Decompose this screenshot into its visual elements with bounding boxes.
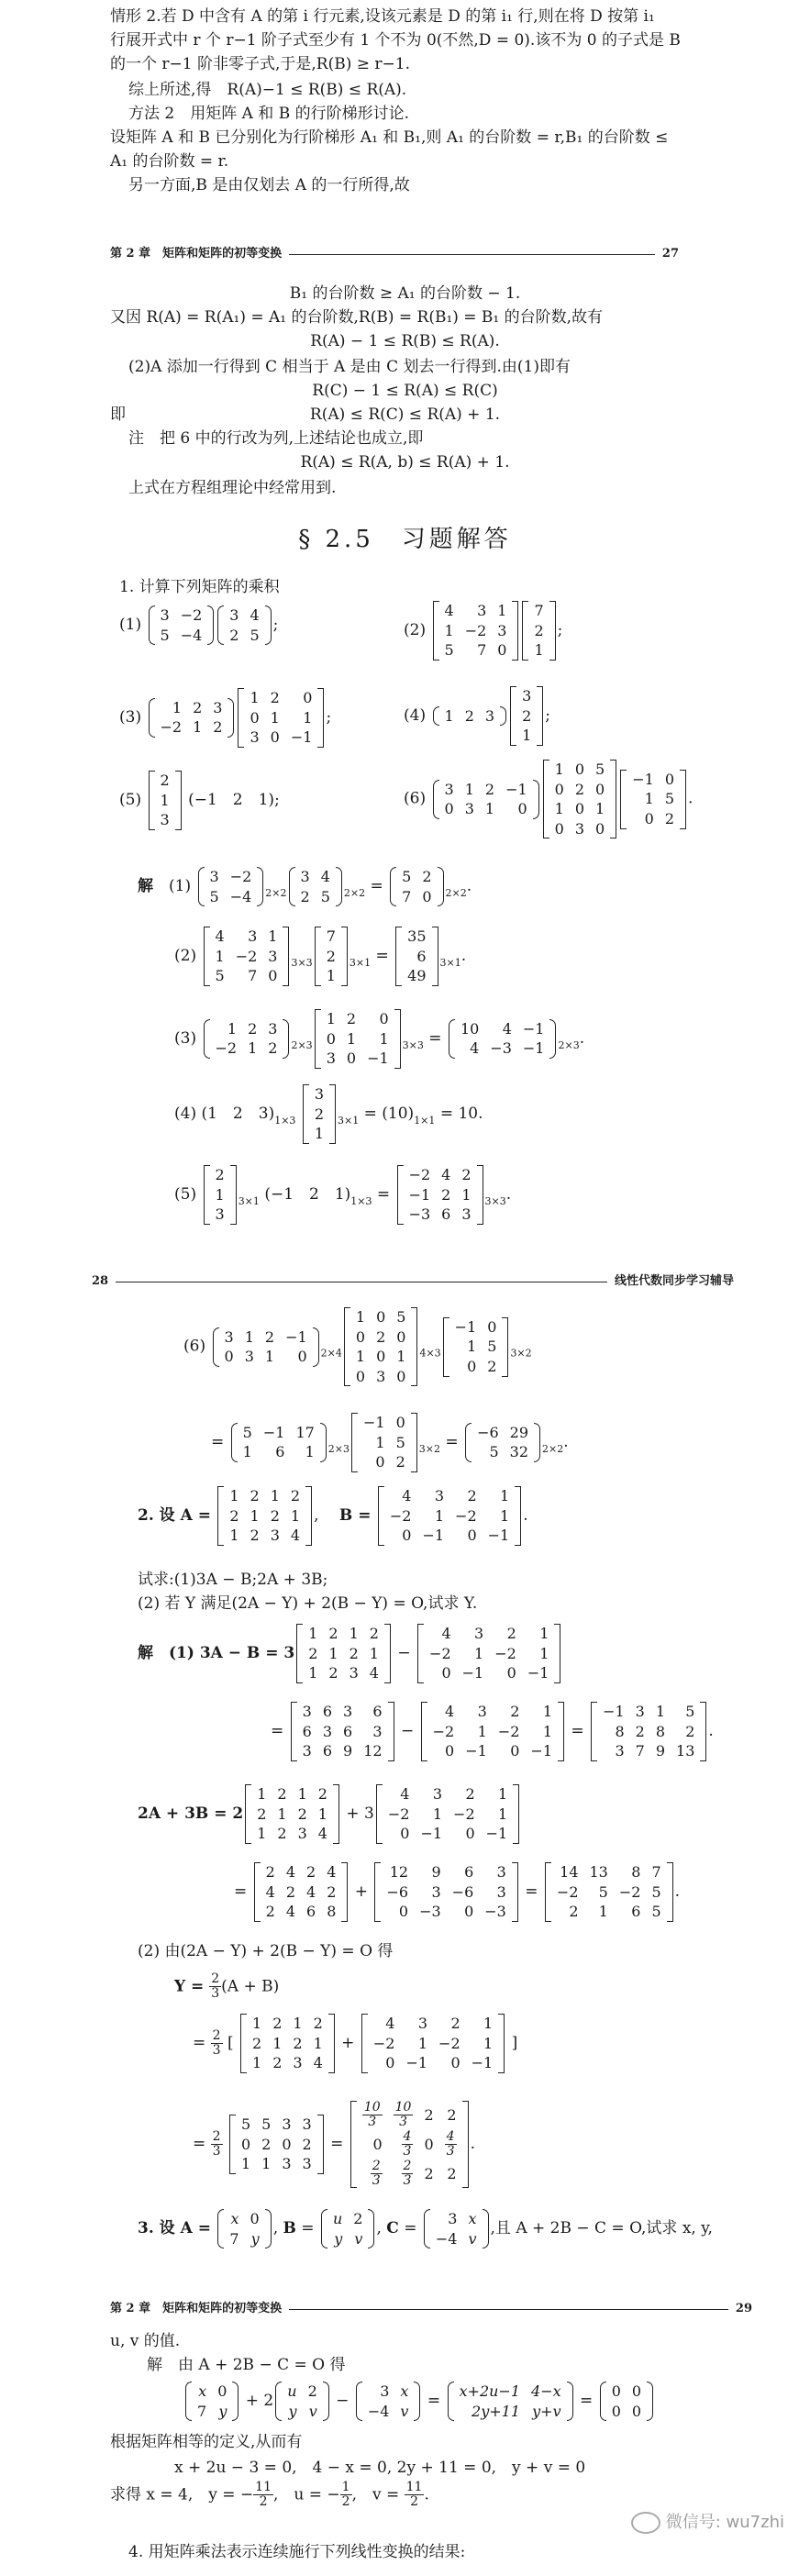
text-line: 另一方面,B 是由仅划去 A 的一行所得,故 bbox=[128, 176, 410, 194]
chapter-title: 第 2 章 矩阵和矩阵的初等变换 bbox=[110, 2302, 283, 2315]
problem-label: (3) bbox=[119, 707, 142, 727]
solution-y-1: = $\frac{2}{3}$ [ 1 2 1 2 2 1 2 1 1 2 3 4 + 4 3 2 1 −2 1 −2 1 0 −1 0 −1 ] bbox=[193, 2015, 518, 2072]
problem-label: (6) bbox=[183, 1337, 206, 1356]
text-line: 注 把 6 中的行改为列,上述结论也成立,即 bbox=[128, 429, 424, 448]
problem-label: (5) bbox=[174, 1184, 197, 1204]
page-header bbox=[92, 1273, 734, 1291]
problem-1: (1) 3 −2 5 −4 3 4 2 5 ; bbox=[119, 606, 279, 644]
page-header bbox=[110, 2301, 752, 2318]
result-line: 求得 x = 4, y = − $\frac{11}{2}$ , u = − $\frac{1}{2}$ , v = $\frac{11}{2}$ . bbox=[110, 2480, 429, 2510]
text-line: A₁ 的台阶数 = r. bbox=[110, 152, 229, 171]
text-line: (2)A 添加一行得到 C 相当于 A 是由 C 划去一行得到.由(1)即有 bbox=[128, 358, 571, 376]
question-3: 3. 设 A = x 0 7 y , B = u 2 y v , C = 3 x −4 v ,且 A + 2B − C = O,试求 x, y, bbox=[138, 2210, 713, 2248]
text-line: 综上所述,得 R(A)−1 ≤ R(B) ≤ R(A). bbox=[128, 81, 407, 99]
result: = 10. bbox=[439, 1104, 483, 1123]
solution-3: (3) 1 2 3 −2 1 2 $_{2\times 3}$ 1 2 0 0 1 1 3 0 −1 $_{3\times 3}$ = 10 4 −1 4 −3 −1 $_{2\times 3}$. bbox=[174, 1010, 585, 1068]
question-title: 2. 设 A = bbox=[138, 1505, 211, 1525]
row-vector: (−1 2 1) bbox=[264, 1184, 351, 1204]
page-number: 28 bbox=[92, 1274, 109, 1288]
chapter-title: 第 2 章 矩阵和矩阵的初等变换 bbox=[110, 247, 283, 261]
problem-label: (3) bbox=[174, 1028, 197, 1048]
solution-6: (6) 3 1 2 −1 0 3 1 0 $_{2\times 4}$ 1 0 5 0 2 0 1 0 1 0 3 0 $_{4\times 3}$ −1 0 1 5 0 2 $_{3\times 2}$ bbox=[183, 1308, 532, 1385]
equation: x + 2u − 3 = 0, 4 − x = 0, 2y + 11 = 0, y + v = 0 bbox=[174, 2459, 586, 2477]
problem-label: (4) bbox=[404, 705, 427, 725]
solution-q2-1-b: = 3 6 3 6 6 3 6 3 3 6 9 12 − 4 3 2 1 −2 1 −2 1 0 −1 0 −1 = −1 3 1 5 8 2 8 2 3 7 9 13 . bbox=[271, 1703, 714, 1760]
solution-q2-2-b: = 2 4 2 4 4 2 4 2 2 4 6 8 + 12 9 6 3 −6 3 −6 3 0 −3 0 −3 = 14 13 8 7 −2 5 −2 5 2 1 6 5 . bbox=[234, 1863, 681, 1921]
answer-label: 解 (1) 3A − B = 3 bbox=[138, 1643, 295, 1662]
solution-2: (2) 4 3 1 1 −2 3 5 7 0 $_{3\times 3}$ 7 2 1 $_{3\times 1}$ = 35 6 49 $_{3\times 1}$. bbox=[174, 927, 467, 985]
problem-5: (5) 2 1 3 (−1 2 1); bbox=[119, 772, 280, 829]
solution-y-2: = $\frac{2}{3}$ 5 5 3 3 0 2 0 2 1 1 3 3 = $\frac{10}{3}$ $\frac{10}{3}$ 2 2 0 $\frac{4}{3}$ 0 $\frac{4}{3}$ $\frac{2}{3}$ $\frac{2}{3}$ 2 2 . bbox=[193, 2100, 475, 2188]
equation-label: Y = bbox=[174, 1977, 210, 1996]
page-number: 29 bbox=[735, 2302, 752, 2315]
problem-2: (2) 4 3 1 1 −2 3 5 7 0 7 2 1 ; bbox=[404, 602, 563, 660]
text-line: 的一个 r−1 阶非零子式,于是,R(B) ≥ r−1. bbox=[110, 55, 411, 73]
text-line: 上式在方程组理论中经常用到. bbox=[128, 479, 337, 497]
watermark-text: 微信号: wu7zhi bbox=[665, 2512, 784, 2532]
result-text: . bbox=[424, 2485, 429, 2504]
result: = (10) bbox=[363, 1104, 415, 1123]
solution-1: 解 (1) 3 −2 5 −4 $_{2\times 2}$ 3 4 2 5 $_{2\times 2}$ = 5 2 7 0 $_{2\times 2}$. bbox=[138, 868, 472, 905]
row-vector: (4) (1 2 3) bbox=[174, 1104, 275, 1123]
text-line: 情形 2.若 D 中含有 A 的第 i 行元素,设该元素是 D 的第 i₁ 行,则在将 D 按第 i₁ bbox=[110, 7, 655, 26]
question-title: 4. 用矩阵乘法表示连续施行下列线性变换的结果: bbox=[128, 2543, 466, 2561]
text-line: 即 bbox=[110, 405, 126, 424]
solution-q2-1: 解 (1) 3A − B = 3 1 2 1 2 2 1 2 1 1 2 3 4 − 4 3 2 1 −2 1 −2 1 0 −1 0 −1 bbox=[138, 1624, 562, 1683]
problem-label: (1) bbox=[169, 877, 192, 896]
text-line: 行展开式中 r 个 r−1 阶子式至少有 1 个不为 0(不然,D = 0).该不为 0 的子式是 B bbox=[110, 31, 681, 50]
row-vector: (−1 2 1) bbox=[188, 790, 275, 809]
problem-label: (6) bbox=[404, 789, 427, 808]
solution-4: (4) (1 2 $3)_{1\times 3}$ 3 2 1 $_{3\times 1} = (10)_{1\times 1} = 10$. bbox=[174, 1085, 483, 1143]
book-title: 线性代数同步学习辅导 bbox=[614, 1274, 734, 1288]
answer-label: 解 bbox=[138, 877, 153, 896]
text-line: R(A) − 1 ≤ R(B) ≤ R(A). bbox=[310, 332, 500, 350]
question-title: 3. 设 A = bbox=[138, 2219, 211, 2238]
result-text: , v = bbox=[351, 2485, 405, 2504]
wechat-icon bbox=[631, 2512, 660, 2534]
solution-q2-2: 2A + 3B = 2 1 2 1 2 2 1 2 1 1 2 3 4 + 3 4 3 2 1 −2 1 −2 1 0 −1 0 −1 bbox=[138, 1784, 521, 1844]
result-text: , u = − bbox=[273, 2485, 340, 2504]
question-2: 2. 设 A = 1 2 1 2 2 1 2 1 1 2 3 4 , B = 4 3 2 1 −2 1 −2 1 0 −1 0 −1 . bbox=[138, 1487, 528, 1545]
page-number: 27 bbox=[661, 247, 679, 261]
text-line: B₁ 的台阶数 ≥ A₁ 的台阶数 − 1. bbox=[289, 284, 521, 303]
text-line: 解 由 A + 2B − C = O 得 bbox=[147, 2356, 346, 2374]
text-line: 设矩阵 A 和 B 已分别化为行阶梯形 A₁ 和 B₁,则 A₁ 的台阶数 = r,B₁ 的台阶数 ≤ bbox=[110, 128, 669, 147]
problem-label: (2) bbox=[404, 620, 427, 639]
problem-label: (5) bbox=[119, 790, 142, 809]
problem-3: (3) 1 2 3 −2 1 2 1 2 0 0 1 1 3 0 −1 ; bbox=[119, 689, 332, 747]
problem-6: (6) 3 1 2 −1 0 3 1 0 1 0 5 0 2 0 1 0 1 0 3 0 −1 0 1 5 0 2 . bbox=[404, 761, 693, 838]
result-text: 求得 x = 4, y = − bbox=[110, 2485, 254, 2504]
question-title: 1. 计算下列矩阵的乘积 bbox=[119, 578, 280, 596]
solution-5: (5) 2 1 3 $_{3\times 1}$ (−1 2 $1)_{1\times 3}$ = −2 4 2 −1 2 1 −3 6 3 $_{3\times 3}$. bbox=[174, 1166, 512, 1224]
text-line: R(A) ≤ R(C) ≤ R(A) + 1. bbox=[309, 405, 501, 424]
text-line: (2) 由(2A − Y) + 2(B − Y) = O 得 bbox=[138, 1942, 394, 1960]
text-line: 又因 R(A) = R(A₁) = A₁ 的台阶数,R(B) = R(B₁) = B₁ 的台阶数,故有 bbox=[110, 308, 604, 327]
problem-4: (4) 1 2 3 3 2 1 ; bbox=[404, 687, 550, 745]
problem-label: (1) bbox=[119, 616, 142, 635]
watermark bbox=[631, 2511, 784, 2535]
text-line: (2) 若 Y 满足(2A − Y) + 2(B − Y) = O,试求 Y. bbox=[138, 1594, 478, 1613]
section-title: § 2.5 习题解答 bbox=[298, 526, 512, 553]
solution-6-result: = 5 −1 17 1 6 1 $_{2\times 3}$ −1 0 1 5 0 2 $_{3\times 2}$ = −6 29 5 32 $_{2\times 2}$. bbox=[211, 1414, 569, 1471]
equation-matrix: x 0 7 y + 2 u 2 y v − 3 x −4 v = x+2u−1 4−x 2y+11 y+v = 0 0 0 0 bbox=[183, 2382, 655, 2421]
equation: Y = $\frac{2}{3}$ (A + B) bbox=[174, 1971, 280, 2002]
text-line: R(A) ≤ R(A, b) ≤ R(A) + 1. bbox=[300, 453, 510, 472]
equation-rhs: (A + B) bbox=[221, 1977, 280, 1996]
text-line: 试求:(1)3A − B;2A + 3B; bbox=[138, 1571, 328, 1589]
text-line: 根据矩阵相等的定义,从而有 bbox=[110, 2433, 303, 2451]
question-tail: ,且 A + 2B − C = O,试求 x, y, bbox=[490, 2219, 713, 2238]
page-header bbox=[110, 246, 679, 263]
text-line: 方法 2 用矩阵 A 和 B 的行阶梯形讨论. bbox=[128, 105, 410, 123]
text-line: u, v 的值. bbox=[110, 2332, 181, 2350]
text-line: R(C) − 1 ≤ R(A) ≤ R(C) bbox=[312, 382, 498, 400]
header-rule bbox=[289, 254, 655, 255]
equation-label: 2A + 3B = 2 bbox=[138, 1804, 244, 1823]
question-title: B = bbox=[338, 1505, 372, 1525]
header-rule bbox=[289, 2309, 728, 2310]
problem-label: (2) bbox=[174, 946, 197, 965]
